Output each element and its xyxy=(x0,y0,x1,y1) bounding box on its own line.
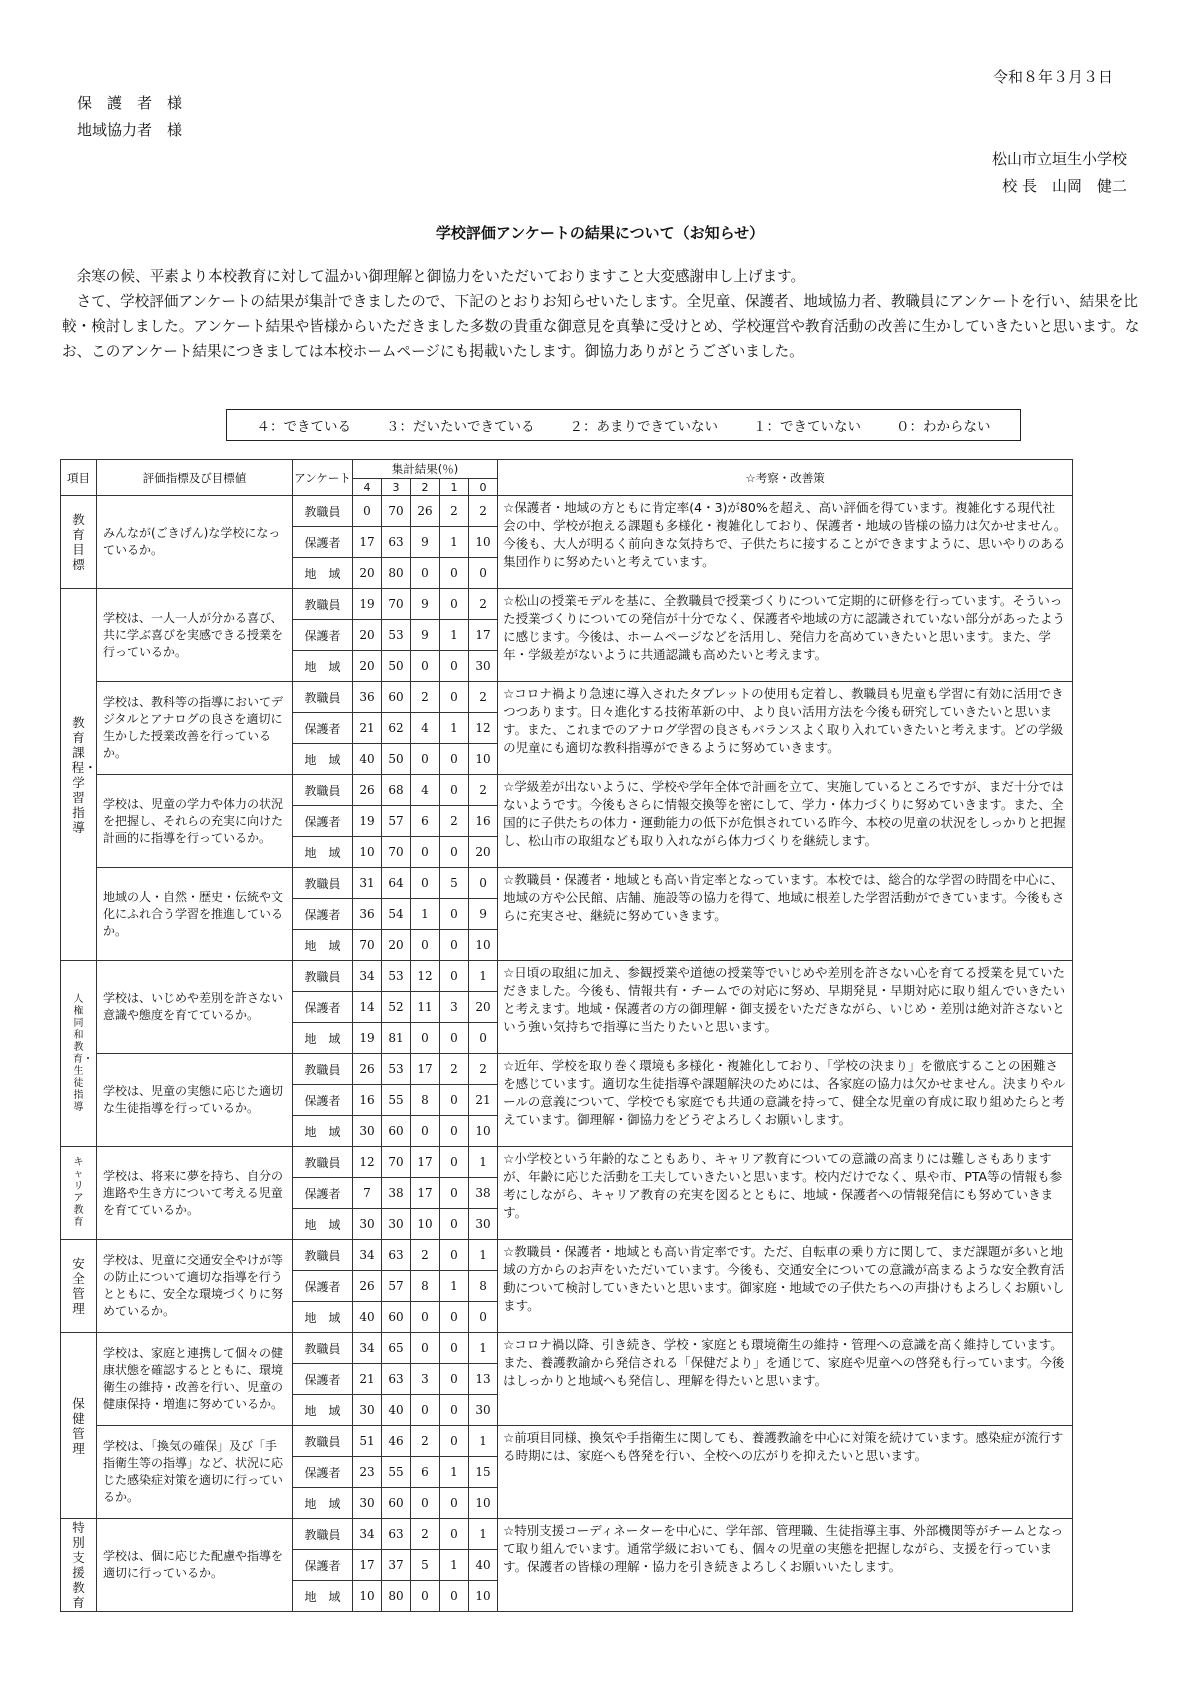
percent-cell: 17 xyxy=(411,1054,440,1085)
percent-cell: 11 xyxy=(411,992,440,1023)
table-row xyxy=(61,682,1073,713)
percent-cell: 0 xyxy=(440,837,469,868)
school-name: 松山市立垣生小学校 xyxy=(991,150,1127,168)
respondent-cell: 保護者 xyxy=(293,713,353,744)
percent-cell: 63 xyxy=(382,527,411,558)
percent-cell: 60 xyxy=(382,682,411,713)
percent-cell: 46 xyxy=(382,1426,411,1457)
respondent-cell: 保護者 xyxy=(293,1457,353,1488)
percent-cell: 63 xyxy=(382,1240,411,1271)
legend-item: ２：あまりできていない xyxy=(569,419,718,435)
percent-cell: 0 xyxy=(440,961,469,992)
percent-cell: 17 xyxy=(469,620,498,651)
document-date: 令和８年３月３日 xyxy=(992,68,1113,86)
percent-cell: 17 xyxy=(353,1550,382,1581)
percent-cell: 68 xyxy=(382,775,411,806)
percent-cell: 1 xyxy=(440,713,469,744)
percent-cell: 0 xyxy=(411,837,440,868)
percent-cell: 0 xyxy=(440,651,469,682)
percent-cell: 26 xyxy=(411,496,440,527)
respondent-cell: 教職員 xyxy=(293,1240,353,1271)
percent-cell: 23 xyxy=(353,1457,382,1488)
category-label: 人権同和教育・生徒指導 xyxy=(73,993,93,1113)
percent-cell: 0 xyxy=(440,1333,469,1364)
percent-cell: 19 xyxy=(353,806,382,837)
category-cell xyxy=(61,1240,97,1333)
percent-cell: 0 xyxy=(411,930,440,961)
percent-cell: 10 xyxy=(353,837,382,868)
percent-cell: 1 xyxy=(469,1426,498,1457)
percent-cell: 36 xyxy=(353,899,382,930)
percent-cell: 19 xyxy=(353,1023,382,1054)
indicator-cell: 地域の人・自然・歴史・伝統や文化にふれ合う学習を推進しているか。 xyxy=(97,868,293,961)
percent-cell: 0 xyxy=(411,1333,440,1364)
indicator-cell: 学校は、家庭と連携して個々の健康状態を確認するとともに、環境衛生の維持・改善を行い、児童の健康保持・増進に努めているか。 xyxy=(97,1333,293,1426)
percent-cell: 7 xyxy=(353,1178,382,1209)
table-row xyxy=(61,1426,1073,1457)
percent-cell: 0 xyxy=(440,1147,469,1178)
percent-cell: 10 xyxy=(411,1209,440,1240)
sender xyxy=(992,146,1127,200)
percent-cell: 51 xyxy=(353,1426,382,1457)
percent-cell: 1 xyxy=(469,1240,498,1271)
percent-cell: 0 xyxy=(411,651,440,682)
survey-body xyxy=(61,496,1073,1612)
respondent-cell: 地 域 xyxy=(293,1581,353,1612)
category-label: 安全管理 xyxy=(72,1256,85,1316)
percent-cell: 9 xyxy=(411,589,440,620)
percent-cell: 2 xyxy=(411,1519,440,1550)
percent-cell: 40 xyxy=(382,1395,411,1426)
percent-cell: 0 xyxy=(411,1302,440,1333)
percent-cell: 0 xyxy=(353,496,382,527)
percent-cell: 12 xyxy=(469,713,498,744)
addressees xyxy=(77,90,182,144)
percent-cell: 20 xyxy=(353,558,382,589)
percent-cell: 53 xyxy=(382,1054,411,1085)
respondent-cell: 地 域 xyxy=(293,1302,353,1333)
percent-cell: 2 xyxy=(469,589,498,620)
percent-cell: 0 xyxy=(411,1116,440,1147)
percent-cell: 1 xyxy=(469,1519,498,1550)
percent-cell: 26 xyxy=(353,775,382,806)
respondent-cell: 保護者 xyxy=(293,1178,353,1209)
respondent-cell: 教職員 xyxy=(293,775,353,806)
percent-cell: 1 xyxy=(440,527,469,558)
percent-cell: 5 xyxy=(440,868,469,899)
percent-cell: 0 xyxy=(411,1395,440,1426)
observation-cell: ☆教職員・保護者・地域とも高い肯定率です。ただ、自転車の乗り方に関して、まだ課題が多いと地域の方からのお声をいただいています。今後も、交通安全についての意識が高まるような安全教育活動について検討していきたいと思います。御家庭・地域での子供たちへの声掛けもよろしくお願いします。 xyxy=(498,1240,1073,1333)
percent-cell: 31 xyxy=(353,868,382,899)
respondent-cell: 保護者 xyxy=(293,620,353,651)
respondent-cell: 地 域 xyxy=(293,930,353,961)
category-label: 保健管理 xyxy=(72,1395,85,1456)
respondent-cell: 保護者 xyxy=(293,992,353,1023)
percent-cell: 60 xyxy=(382,1302,411,1333)
percent-cell: 30 xyxy=(469,651,498,682)
percent-cell: 34 xyxy=(353,961,382,992)
percent-cell: 12 xyxy=(353,1147,382,1178)
respondent-cell: 保護者 xyxy=(293,1364,353,1395)
percent-cell: 63 xyxy=(382,1519,411,1550)
indicator-cell: 学校は、児童に交通安全やけが等の防止について適切な指導を行うとともに、安全な環境づくりに努めているか。 xyxy=(97,1240,293,1333)
respondent-cell: 地 域 xyxy=(293,1488,353,1519)
percent-cell: 81 xyxy=(382,1023,411,1054)
scale-0: 0 xyxy=(469,479,498,496)
percent-cell: 13 xyxy=(469,1364,498,1395)
table-row xyxy=(61,868,1073,899)
percent-cell: 0 xyxy=(440,1116,469,1147)
table-row xyxy=(61,1147,1073,1178)
percent-cell: 0 xyxy=(469,1023,498,1054)
percent-cell: 80 xyxy=(382,558,411,589)
survey-results-table xyxy=(60,459,1073,1612)
percent-cell: 34 xyxy=(353,1333,382,1364)
respondent-cell: 教職員 xyxy=(293,682,353,713)
percent-cell: 63 xyxy=(382,1364,411,1395)
percent-cell: 2 xyxy=(469,496,498,527)
percent-cell: 0 xyxy=(440,1426,469,1457)
percent-cell: 0 xyxy=(440,775,469,806)
percent-cell: 70 xyxy=(382,589,411,620)
percent-cell: 6 xyxy=(411,806,440,837)
percent-cell: 0 xyxy=(411,1488,440,1519)
respondent-cell: 教職員 xyxy=(293,1333,353,1364)
percent-cell: 10 xyxy=(469,744,498,775)
observation-cell: ☆近年、学校を取り巻く環境も多様化・複雑化しており、「学校の決まり」を徹底することの困難さを感じています。適切な生徒指導や課題解決のためには、各家庭の協力は欠かせません。決まりやルールの意義について、学校でも家庭でも共通の意識を持って、健全な児童の育成に取り組めたらと考えています。御理解・御協力をどうぞよろしくお願いします。 xyxy=(498,1054,1073,1147)
percent-cell: 0 xyxy=(469,868,498,899)
rating-legend xyxy=(226,409,1021,441)
respondent-cell: 地 域 xyxy=(293,1209,353,1240)
percent-cell: 0 xyxy=(440,682,469,713)
percent-cell: 0 xyxy=(440,899,469,930)
percent-cell: 30 xyxy=(469,1209,498,1240)
percent-cell: 34 xyxy=(353,1240,382,1271)
category-label: 教育課程・学習指導 xyxy=(71,714,97,835)
scale-4: 4 xyxy=(353,479,382,496)
table-row xyxy=(61,1240,1073,1271)
respondent-cell: 地 域 xyxy=(293,744,353,775)
percent-cell: 37 xyxy=(382,1550,411,1581)
percent-cell: 4 xyxy=(411,775,440,806)
percent-cell: 57 xyxy=(382,1271,411,1302)
percent-cell: 2 xyxy=(411,1240,440,1271)
percent-cell: 1 xyxy=(469,961,498,992)
percent-cell: 60 xyxy=(382,1488,411,1519)
percent-cell: 70 xyxy=(382,496,411,527)
respondent-cell: 地 域 xyxy=(293,651,353,682)
table-row xyxy=(61,961,1073,992)
header-category: 項目 xyxy=(61,460,97,496)
percent-cell: 0 xyxy=(440,744,469,775)
percent-cell: 8 xyxy=(411,1085,440,1116)
category-cell xyxy=(61,961,97,1147)
indicator-cell: 学校は、いじめや差別を許さない意識や態度を育てているか。 xyxy=(97,961,293,1054)
percent-cell: 9 xyxy=(411,527,440,558)
percent-cell: 20 xyxy=(469,992,498,1023)
percent-cell: 17 xyxy=(411,1178,440,1209)
percent-cell: 55 xyxy=(382,1457,411,1488)
percent-cell: 36 xyxy=(353,682,382,713)
percent-cell: 2 xyxy=(411,1426,440,1457)
percent-cell: 2 xyxy=(469,682,498,713)
percent-cell: 10 xyxy=(469,1116,498,1147)
percent-cell: 8 xyxy=(469,1271,498,1302)
respondent-cell: 地 域 xyxy=(293,1395,353,1426)
intro-paragraph: 余寒の候、平素より本校教育に対して温かい御理解と御協力をいただいておりますこと大変感謝申し上げます。 xyxy=(76,268,806,285)
header-indicator: 評価指標及び目標値 xyxy=(97,460,293,496)
addressee-parents: 保 護 者 様 xyxy=(77,94,183,112)
percent-cell: 1 xyxy=(469,1147,498,1178)
intro-paragraph: さて、学校評価アンケートの結果が集計できましたので、下記のとおりお知らせいたします。全児童、保護者、地域協力者、教職員にアンケートを行い、結果を比較・検討しました。アンケート結果や皆様からいただきました多数の貴重な御意見を真摯に受けとめ、学校運営や教育活動の改善に生かしていきたいと思います。なお、このアンケート結果につきましては本校ホームページにも掲載いたします。御協力ありがとうございました。 xyxy=(62,293,1140,360)
indicator-cell: みんなが(ごきげん)な学校になっているか。 xyxy=(97,496,293,589)
percent-cell: 21 xyxy=(353,1364,382,1395)
percent-cell: 20 xyxy=(382,930,411,961)
header-results: 集計結果(％) xyxy=(353,460,498,479)
legend-item: ３：だいたいできている xyxy=(386,419,535,435)
percent-cell: 0 xyxy=(440,1302,469,1333)
respondent-cell: 教職員 xyxy=(293,589,353,620)
percent-cell: 1 xyxy=(440,1271,469,1302)
percent-cell: 15 xyxy=(469,1457,498,1488)
table-row xyxy=(61,1054,1073,1085)
percent-cell: 2 xyxy=(469,775,498,806)
percent-cell: 0 xyxy=(440,1085,469,1116)
percent-cell: 10 xyxy=(353,1581,382,1612)
percent-cell: 0 xyxy=(440,589,469,620)
category-label: キャリア教育 xyxy=(73,1157,84,1228)
percent-cell: 38 xyxy=(382,1178,411,1209)
percent-cell: 30 xyxy=(353,1209,382,1240)
header-row xyxy=(61,460,1073,479)
intro-text xyxy=(62,264,1142,364)
percent-cell: 40 xyxy=(353,1302,382,1333)
observation-cell: ☆小学校という年齢的なこともあり、キャリア教育についての意識の高まりには難しさもありますが、年齢に応じた活動を工夫していきたいと思います。校内だけでなく、県や市、PTA等の情報も参考にしながら、キャリア教育の充実を図るとともに、地域・保護者への情報発信にも努めていきます。 xyxy=(498,1147,1073,1240)
observation-cell: ☆松山の授業モデルを基に、全教職員で授業づくりについて定期的に研修を行っています。そういった授業づくりについての発信が十分でなく、保護者や地域の方に認識されていない部分があったように感じます。今後は、ホームページなどを活用し、発信力を高めていきたいと思います。また、学年・学級差がないように共通認識も高めたいと考えます。 xyxy=(498,589,1073,682)
percent-cell: 70 xyxy=(382,1147,411,1178)
percent-cell: 50 xyxy=(382,651,411,682)
percent-cell: 0 xyxy=(411,868,440,899)
percent-cell: 2 xyxy=(440,1054,469,1085)
percent-cell: 3 xyxy=(411,1364,440,1395)
percent-cell: 17 xyxy=(353,527,382,558)
percent-cell: 16 xyxy=(353,1085,382,1116)
percent-cell: 0 xyxy=(440,1581,469,1612)
category-cell xyxy=(61,589,97,961)
percent-cell: 1 xyxy=(440,1550,469,1581)
percent-cell: 70 xyxy=(353,930,382,961)
percent-cell: 55 xyxy=(382,1085,411,1116)
percent-cell: 0 xyxy=(440,1364,469,1395)
percent-cell: 30 xyxy=(353,1488,382,1519)
percent-cell: 64 xyxy=(382,868,411,899)
percent-cell: 2 xyxy=(440,806,469,837)
percent-cell: 50 xyxy=(382,744,411,775)
indicator-cell: 学校は、「換気の確保」及び「手指衛生等の指導」など、状況に応じた感染症対策を適切に行っているか。 xyxy=(97,1426,293,1519)
document-title: 学校評価アンケートの結果について（お知らせ） xyxy=(435,224,765,242)
percent-cell: 0 xyxy=(469,1302,498,1333)
percent-cell: 80 xyxy=(382,1581,411,1612)
observation-cell: ☆教職員・保護者・地域とも高い肯定率となっています。本校では、総合的な学習の時間を中心に、地域の方や公民館、店舗、施設等の協力を得て、地域に根差した学習活動ができています。今後もさらに充実させ、継続に努めていきます。 xyxy=(498,868,1073,961)
observation-cell: ☆特別支援コーディネーターを中心に、学年部、管理職、生徒指導主事、外部機関等がチームとなって取り組んでいます。通常学級においても、個々の児童の実態を把握しながら、支援を行っています。保護者の皆様の理解・協力を引き続きよろしくお願いいたします。 xyxy=(498,1519,1073,1612)
scale-2: 2 xyxy=(411,479,440,496)
table-row xyxy=(61,775,1073,806)
respondent-cell: 教職員 xyxy=(293,1147,353,1178)
respondent-cell: 保護者 xyxy=(293,1085,353,1116)
percent-cell: 0 xyxy=(411,744,440,775)
percent-cell: 4 xyxy=(411,713,440,744)
percent-cell: 30 xyxy=(353,1116,382,1147)
legend-item: ０：わからない xyxy=(896,419,991,435)
percent-cell: 20 xyxy=(469,837,498,868)
percent-cell: 54 xyxy=(382,899,411,930)
percent-cell: 2 xyxy=(411,682,440,713)
percent-cell: 17 xyxy=(411,1147,440,1178)
percent-cell: 60 xyxy=(382,1116,411,1147)
percent-cell: 10 xyxy=(469,527,498,558)
observation-cell: ☆前項目同様、換気や手指衛生に関しても、養護教諭を中心に対策を続けています。感染症が流行する時期には、家庭へも啓発を行い、全校への広がりを抑えたいと思います。 xyxy=(498,1426,1073,1519)
percent-cell: 1 xyxy=(411,899,440,930)
respondent-cell: 教職員 xyxy=(293,961,353,992)
percent-cell: 21 xyxy=(353,713,382,744)
percent-cell: 38 xyxy=(469,1178,498,1209)
indicator-cell: 学校は、個に応じた配慮や指導を適切に行っているか。 xyxy=(97,1519,293,1612)
observation-cell: ☆日頃の取組に加え、参観授業や道徳の授業等でいじめや差別を許さない心を育てる授業を見ていただきました。今後も、情報共有・チームでの対応に努め、早期発見・早期対応に取り組んでいきたいと考えます。地域・保護者の方の御理解・御支援をいただきながら、いじめ・差別は絶対許さないという強い気持ちで指導に当たりたいと思います。 xyxy=(498,961,1073,1054)
percent-cell: 1 xyxy=(440,620,469,651)
category-cell xyxy=(61,496,97,589)
percent-cell: 10 xyxy=(469,1488,498,1519)
table-row xyxy=(61,1519,1073,1550)
percent-cell: 57 xyxy=(382,806,411,837)
percent-cell: 20 xyxy=(353,620,382,651)
addressee-community: 地域協力者 様 xyxy=(77,121,183,139)
percent-cell: 2 xyxy=(469,1054,498,1085)
observation-cell: ☆学級差が出ないように、学校や学年全体で計画を立て、実施しているところですが、まだ十分ではないようです。今後もさらに情報交換等を密にして、学力・体力づくりに努めていきます。また、全国的に子供たちの体力・運動能力の低下が危惧されている昨今、本校の児童の状況をしっかりと把握し、松山市の取組なども取り入れながら体力づくりを継続します。 xyxy=(498,775,1073,868)
percent-cell: 10 xyxy=(469,1581,498,1612)
scale-1: 1 xyxy=(440,479,469,496)
percent-cell: 30 xyxy=(382,1209,411,1240)
percent-cell: 70 xyxy=(382,837,411,868)
category-label: 特別支援教育 xyxy=(72,1520,85,1610)
respondent-cell: 保護者 xyxy=(293,899,353,930)
percent-cell: 52 xyxy=(382,992,411,1023)
respondent-cell: 保護者 xyxy=(293,1550,353,1581)
respondent-cell: 保護者 xyxy=(293,806,353,837)
table-row xyxy=(61,1333,1073,1364)
percent-cell: 30 xyxy=(469,1395,498,1426)
percent-cell: 0 xyxy=(440,1519,469,1550)
respondent-cell: 地 域 xyxy=(293,837,353,868)
respondent-cell: 保護者 xyxy=(293,1271,353,1302)
respondent-cell: 教職員 xyxy=(293,868,353,899)
percent-cell: 0 xyxy=(440,1023,469,1054)
percent-cell: 1 xyxy=(440,1457,469,1488)
table-row xyxy=(61,496,1073,527)
percent-cell: 0 xyxy=(440,930,469,961)
percent-cell: 8 xyxy=(411,1271,440,1302)
percent-cell: 0 xyxy=(440,1395,469,1426)
percent-cell: 1 xyxy=(469,1333,498,1364)
percent-cell: 30 xyxy=(353,1395,382,1426)
percent-cell: 40 xyxy=(353,744,382,775)
percent-cell: 0 xyxy=(440,1488,469,1519)
percent-cell: 62 xyxy=(382,713,411,744)
percent-cell: 0 xyxy=(440,1209,469,1240)
percent-cell: 9 xyxy=(469,899,498,930)
table-row xyxy=(61,589,1073,620)
respondent-cell: 地 域 xyxy=(293,1023,353,1054)
percent-cell: 14 xyxy=(353,992,382,1023)
percent-cell: 3 xyxy=(440,992,469,1023)
percent-cell: 34 xyxy=(353,1519,382,1550)
percent-cell: 26 xyxy=(353,1054,382,1085)
indicator-cell: 学校は、一人一人が分かる喜び、共に学ぶ喜びを実感できる授業を行っているか。 xyxy=(97,589,293,682)
percent-cell: 0 xyxy=(440,558,469,589)
header-observations: ☆考察・改善策 xyxy=(498,460,1073,496)
scale-3: 3 xyxy=(382,479,411,496)
percent-cell: 26 xyxy=(353,1271,382,1302)
percent-cell: 0 xyxy=(411,1581,440,1612)
percent-cell: 6 xyxy=(411,1457,440,1488)
category-cell xyxy=(61,1147,97,1240)
respondent-cell: 教職員 xyxy=(293,1426,353,1457)
respondent-cell: 教職員 xyxy=(293,1054,353,1085)
percent-cell: 53 xyxy=(382,961,411,992)
observation-cell: ☆コロナ禍より急速に導入されたタブレットの使用も定着し、教職員も児童も学習に有効に活用できつつあります。日々進化する技術革新の中、より良い活用方法を今後も研究していきたいと思います。また、これまでのアナログ学習の良さもバランスよく取り入れていきたいと考えます。どの学級の児童にも適切な教科指導ができるように努めていきます。 xyxy=(498,682,1073,775)
header-respondent: アンケート xyxy=(293,460,353,496)
respondent-cell: 地 域 xyxy=(293,1116,353,1147)
percent-cell: 16 xyxy=(469,806,498,837)
category-cell xyxy=(61,1519,97,1612)
percent-cell: 0 xyxy=(440,1178,469,1209)
percent-cell: 40 xyxy=(469,1550,498,1581)
percent-cell: 0 xyxy=(411,1023,440,1054)
percent-cell: 2 xyxy=(440,496,469,527)
percent-cell: 5 xyxy=(411,1550,440,1581)
category-cell xyxy=(61,1333,97,1519)
indicator-cell: 学校は、児童の実態に応じた適切な生徒指導を行っているか。 xyxy=(97,1054,293,1147)
category-label: 教育目標 xyxy=(72,512,85,572)
respondent-cell: 教職員 xyxy=(293,496,353,527)
percent-cell: 9 xyxy=(411,620,440,651)
percent-cell: 0 xyxy=(440,1240,469,1271)
percent-cell: 0 xyxy=(411,558,440,589)
respondent-cell: 地 域 xyxy=(293,558,353,589)
indicator-cell: 学校は、将来に夢を持ち、自分の進路や生き方について考える児童を育てているか。 xyxy=(97,1147,293,1240)
percent-cell: 21 xyxy=(469,1085,498,1116)
percent-cell: 53 xyxy=(382,620,411,651)
percent-cell: 0 xyxy=(469,558,498,589)
respondent-cell: 保護者 xyxy=(293,527,353,558)
observation-cell: ☆保護者・地域の方ともに肯定率(4・3)が80%を超え、高い評価を得ています。複雑化する現代社会の中、学校が抱える課題も多様化・複雑化しており、保護者・地域の皆様の協力は欠かせません。今後も、大人が明るく前向きな気持ちで、子供たちに接することができますように、思いやりのある集団作りに努めたいと考えています。 xyxy=(498,496,1073,589)
percent-cell: 12 xyxy=(411,961,440,992)
indicator-cell: 学校は、児童の学力や体力の状況を把握し、それらの充実に向けた計画的に指導を行っているか。 xyxy=(97,775,293,868)
indicator-cell: 学校は、教科等の指導においてデジタルとアナログの良さを適切に生かした授業改善を行っているか。 xyxy=(97,682,293,775)
percent-cell: 19 xyxy=(353,589,382,620)
percent-cell: 20 xyxy=(353,651,382,682)
observation-cell: ☆コロナ禍以降、引き続き、学校・家庭とも環境衛生の維持・管理への意識を高く維持しています。また、養護教諭から発信される「保健だより」を通じて、家庭や児童への啓発も行っています。今後はしっかりと地域へも発信し、理解を得たいと思います。 xyxy=(498,1333,1073,1426)
percent-cell: 10 xyxy=(469,930,498,961)
respondent-cell: 教職員 xyxy=(293,1519,353,1550)
legend-item: １：できていない xyxy=(753,419,861,435)
percent-cell: 65 xyxy=(382,1333,411,1364)
legend-item: ４：できている xyxy=(256,419,351,435)
principal-name: 校 長 山岡 健二 xyxy=(1002,177,1127,195)
